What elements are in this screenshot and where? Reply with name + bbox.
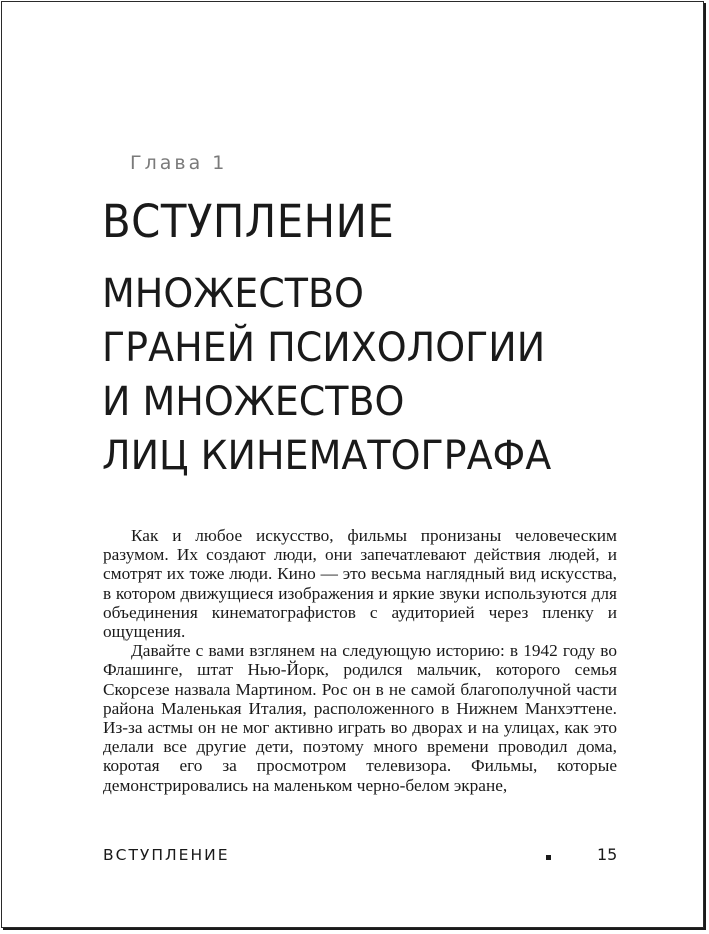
subtitle-line: МНОЖЕСТВО <box>102 271 364 317</box>
body-text <box>103 526 617 795</box>
bullet-icon <box>546 855 551 860</box>
page-number: 15 <box>597 845 618 864</box>
running-title: ВСТУПЛЕНИЕ <box>103 846 230 864</box>
paragraph: Как и любое искусство, фильмы пронизаны человеческим разумом. Их создают люди, они запечатлевают действия людей, и смотрят их тоже люди. Кино — это весьма наглядный вид искусства, в котором движущиеся изображения и яркие звуки используются для объединения кинематографистов с аудиторией через пленку и ощущения. <box>103 526 617 642</box>
chapter-label: Глава 1 <box>130 152 228 174</box>
chapter-subtitle <box>102 267 551 483</box>
chapter-title: ВСТУПЛЕНИЕ <box>102 195 395 248</box>
paragraph: Давайте с вами взглянем на следующую историю: в 1942 году во Флашинге, штат Нью-Йорк, родился мальчик, которого семья Скорсезе назвала Мартином. Рос он в не самой благополучной части района Маленькая Италия, расположенного в Нижнем Манхэттене. Из-за астмы он не мог активно играть во дворах и на улицах, как это делали все другие дети, поэтому много времени проводил дома, коротая его за просмотром телевизора. Фильмы, которые демонстрировались на маленьком черно-белом экране, <box>103 641 617 795</box>
subtitle-line: И МНОЖЕСТВО <box>102 379 405 425</box>
subtitle-line: ГРАНЕЙ ПСИХОЛОГИИ <box>102 325 546 371</box>
subtitle-line: ЛИЦ КИНЕМАТОГРАФА <box>102 433 552 479</box>
book-page <box>1 1 704 928</box>
